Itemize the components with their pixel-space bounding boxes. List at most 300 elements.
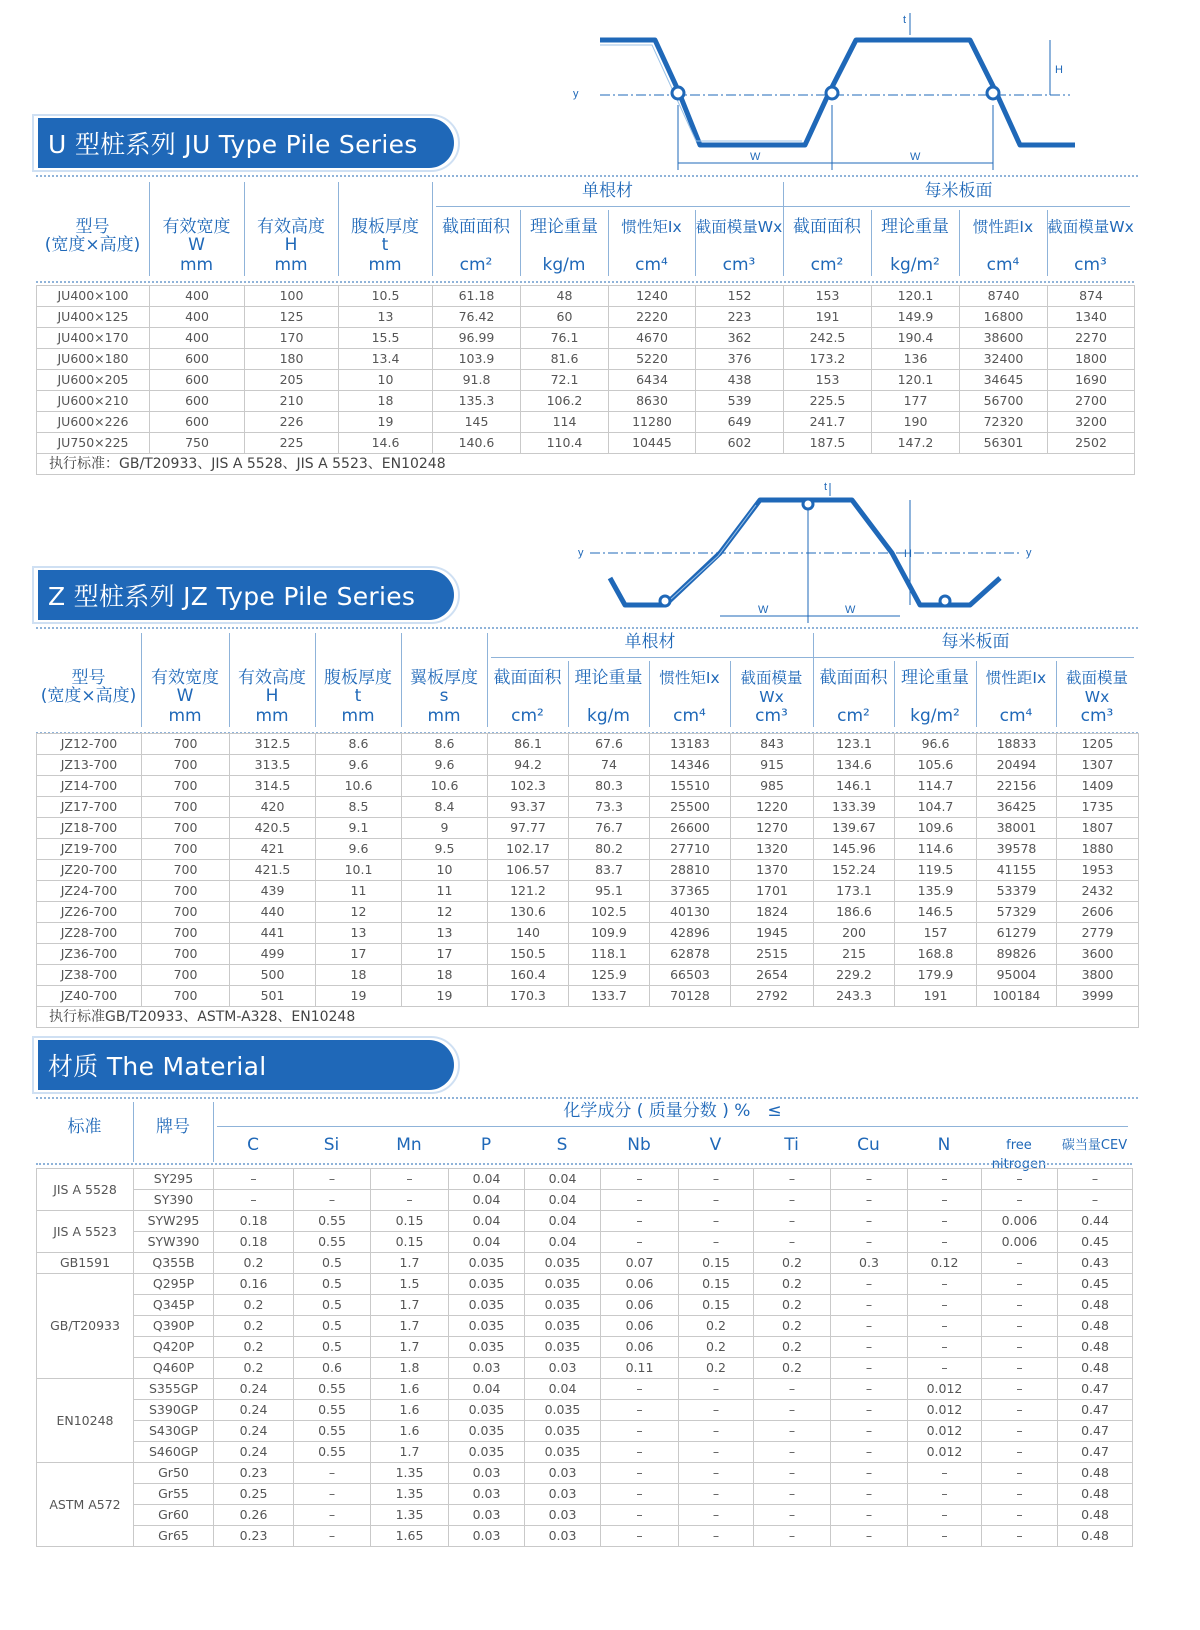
material-standard-cell: GB/T20933	[37, 1274, 134, 1379]
jz-value-cell: 985	[731, 776, 814, 797]
ju-value-cell: 10.5	[339, 286, 433, 307]
material-value-cell: 0.48	[1058, 1484, 1133, 1505]
material-value-cell: –	[982, 1484, 1058, 1505]
jz-col-unit: mm	[255, 706, 289, 726]
material-value-cell: –	[831, 1169, 908, 1190]
jz-value-cell: 9.6	[316, 755, 402, 776]
jz-value-cell: 12	[402, 902, 488, 923]
material-value-cell: –	[982, 1463, 1058, 1484]
jz-value-cell: 700	[142, 923, 230, 944]
material-value-cell: –	[294, 1190, 371, 1211]
material-value-cell: 0.44	[1058, 1211, 1133, 1232]
jz-value-cell: 26600	[650, 818, 731, 839]
ju-value-cell: 242.5	[784, 328, 872, 349]
jz-group-single: 单根材	[624, 632, 676, 652]
material-top-rule	[36, 1097, 1138, 1099]
material-value-cell: 0.24	[214, 1442, 294, 1463]
material-value-cell: 0.04	[449, 1211, 525, 1232]
jz-value-cell: 1320	[731, 839, 814, 860]
material-value-cell: –	[831, 1211, 908, 1232]
material-value-cell: 0.23	[214, 1526, 294, 1547]
material-standard-header: 标准	[67, 1117, 102, 1137]
jz-value-cell: 3600	[1057, 944, 1139, 965]
jz-value-cell: 135.9	[895, 881, 977, 902]
jz-model-cell: JZ36-700	[37, 944, 142, 965]
material-grade-cell: Q420P	[134, 1337, 214, 1358]
material-value-cell: –	[214, 1190, 294, 1211]
material-value-cell: 0.24	[214, 1421, 294, 1442]
material-value-cell: –	[601, 1190, 679, 1211]
jz-value-cell: 13	[402, 923, 488, 944]
ju-value-cell: 205	[245, 370, 339, 391]
jz-value-cell: 2432	[1057, 881, 1139, 902]
ju-value-cell: 48	[521, 286, 609, 307]
material-value-cell: –	[908, 1211, 982, 1232]
jz-value-cell: 57329	[977, 902, 1057, 923]
ju-value-cell: 13.4	[339, 349, 433, 370]
ju-value-cell: 539	[696, 391, 784, 412]
jz-value-cell: 1735	[1057, 797, 1139, 818]
material-value-cell: 0.03	[525, 1526, 601, 1547]
material-value-cell: –	[371, 1169, 449, 1190]
ju-value-cell: 4670	[609, 328, 696, 349]
jz-value-cell: 420.5	[230, 818, 316, 839]
material-value-cell: 0.04	[449, 1169, 525, 1190]
material-row	[37, 1400, 1133, 1421]
jz-value-cell: 140	[488, 923, 569, 944]
material-value-cell: 0.04	[525, 1232, 601, 1253]
ju-value-cell: 3200	[1048, 412, 1135, 433]
material-value-cell: 0.48	[1058, 1463, 1133, 1484]
ju-value-cell: 18	[339, 391, 433, 412]
jz-value-cell: 700	[142, 860, 230, 881]
jz-col-label: 截面模量Wx	[740, 669, 803, 706]
ju-value-cell: 191	[784, 307, 872, 328]
jz-row	[37, 923, 1139, 944]
jz-value-cell: 66503	[650, 965, 731, 986]
jz-value-cell: 145.96	[814, 839, 895, 860]
ju-col-label: 截面模量Wx	[695, 218, 783, 236]
jz-value-cell: 152.24	[814, 860, 895, 881]
material-value-cell: –	[679, 1169, 754, 1190]
jz-value-cell: 421	[230, 839, 316, 860]
jz-row	[37, 986, 1139, 1007]
material-value-cell: 0.2	[679, 1316, 754, 1337]
material-value-cell: –	[982, 1253, 1058, 1274]
ju-diagram-w2-label: W	[910, 151, 921, 163]
material-value-cell: 0.006	[982, 1232, 1058, 1253]
ju-value-cell: 600	[150, 391, 245, 412]
material-row	[37, 1190, 1133, 1211]
jz-value-cell: 2515	[731, 944, 814, 965]
material-value-cell: –	[679, 1505, 754, 1526]
material-value-cell: 0.16	[214, 1274, 294, 1295]
ju-value-cell: 120.1	[872, 370, 960, 391]
material-value-cell: –	[908, 1526, 982, 1547]
ju-col-label: 理论重量	[530, 217, 598, 237]
jz-row	[37, 965, 1139, 986]
jz-col-symbol: t	[354, 686, 362, 706]
material-value-cell: –	[601, 1526, 679, 1547]
material-value-cell: 0.55	[294, 1379, 371, 1400]
material-element-header: Mn	[396, 1135, 422, 1155]
jz-value-cell: 53379	[977, 881, 1057, 902]
material-row	[37, 1358, 1133, 1379]
material-value-cell: 0.48	[1058, 1526, 1133, 1547]
ju-value-cell: 362	[696, 328, 784, 349]
material-value-cell: 0.012	[908, 1442, 982, 1463]
jz-value-cell: 19	[316, 986, 402, 1007]
material-value-cell: 0.012	[908, 1379, 982, 1400]
jz-value-cell: 18833	[977, 734, 1057, 755]
material-value-cell: –	[982, 1295, 1058, 1316]
ju-value-cell: 173.2	[784, 349, 872, 370]
ju-diagram-y-label: y	[573, 88, 579, 100]
material-value-cell: –	[982, 1442, 1058, 1463]
ju-value-cell: 2270	[1048, 328, 1135, 349]
material-value-cell: –	[601, 1211, 679, 1232]
jz-value-cell: 133.7	[569, 986, 650, 1007]
ju-value-cell: 153	[784, 370, 872, 391]
material-element-header: P	[480, 1135, 492, 1155]
ju-value-cell: 136	[872, 349, 960, 370]
material-element-header: Cu	[857, 1135, 880, 1155]
jz-value-cell: 9.6	[316, 839, 402, 860]
material-value-cell: 0.55	[294, 1421, 371, 1442]
jz-value-cell: 499	[230, 944, 316, 965]
jz-value-cell: 1370	[731, 860, 814, 881]
jz-value-cell: 3800	[1057, 965, 1139, 986]
ju-value-cell: 6434	[609, 370, 696, 391]
material-row	[37, 1421, 1133, 1442]
material-value-cell: 0.2	[754, 1295, 831, 1316]
material-row	[37, 1295, 1133, 1316]
jz-value-cell: 109.6	[895, 818, 977, 839]
material-value-cell: –	[908, 1505, 982, 1526]
jz-value-cell: 93.37	[488, 797, 569, 818]
ju-value-cell: 72320	[960, 412, 1048, 433]
ju-value-cell: 190.4	[872, 328, 960, 349]
material-value-cell: 0.035	[525, 1400, 601, 1421]
ju-col-label: 惯性距Ix	[972, 218, 1034, 236]
ju-value-cell: 225.5	[784, 391, 872, 412]
jz-col-symbol: W	[176, 686, 194, 706]
jz-value-cell: 421.5	[230, 860, 316, 881]
material-element-header: Nb	[627, 1135, 651, 1155]
jz-row	[37, 881, 1139, 902]
material-value-cell: 0.48	[1058, 1505, 1133, 1526]
ju-col-label: 有效高度	[257, 217, 325, 237]
material-value-cell: –	[831, 1358, 908, 1379]
material-value-cell: –	[1058, 1190, 1133, 1211]
ju-value-cell: 223	[696, 307, 784, 328]
jz-model-cell: JZ13-700	[37, 755, 142, 776]
ju-header-bottom-rule	[36, 281, 1134, 283]
jz-col-unit: cm⁴	[999, 706, 1033, 726]
material-value-cell: 0.035	[449, 1442, 525, 1463]
jz-value-cell: 22156	[977, 776, 1057, 797]
material-value-cell: 0.035	[449, 1316, 525, 1337]
material-value-cell: 0.03	[525, 1358, 601, 1379]
material-value-cell: –	[754, 1421, 831, 1442]
jz-value-cell: 191	[895, 986, 977, 1007]
jz-value-cell: 134.6	[814, 755, 895, 776]
ju-col-unit: cm⁴	[635, 255, 668, 275]
jz-value-cell: 119.5	[895, 860, 977, 881]
ju-row	[37, 349, 1135, 370]
ju-value-cell: 2502	[1048, 433, 1135, 454]
ju-value-cell: 106.2	[521, 391, 609, 412]
jz-value-cell: 229.2	[814, 965, 895, 986]
material-value-cell: –	[601, 1442, 679, 1463]
material-value-cell: 0.43	[1058, 1253, 1133, 1274]
jz-value-cell: 102.5	[569, 902, 650, 923]
jz-value-cell: 105.6	[895, 755, 977, 776]
jz-value-cell: 109.9	[569, 923, 650, 944]
jz-value-cell: 1270	[731, 818, 814, 839]
ju-value-cell: 153	[784, 286, 872, 307]
jz-value-cell: 1880	[1057, 839, 1139, 860]
material-value-cell: 0.55	[294, 1400, 371, 1421]
jz-value-cell: 114.7	[895, 776, 977, 797]
material-value-cell: –	[601, 1169, 679, 1190]
material-value-cell: –	[831, 1232, 908, 1253]
jz-value-cell: 700	[142, 944, 230, 965]
jz-profile-diagram	[570, 478, 1050, 623]
jz-row	[37, 839, 1139, 860]
jz-value-cell: 8.6	[402, 734, 488, 755]
jz-value-cell: 1807	[1057, 818, 1139, 839]
jz-col-unit: cm³	[1080, 706, 1114, 726]
material-value-cell: 0.03	[449, 1484, 525, 1505]
ju-col-label: 型号	[75, 217, 110, 237]
ju-value-cell: 1240	[609, 286, 696, 307]
material-value-cell: 0.15	[371, 1211, 449, 1232]
material-value-cell: –	[908, 1337, 982, 1358]
ju-col-unit: cm²	[810, 255, 844, 275]
jz-value-cell: 37365	[650, 881, 731, 902]
ju-value-cell: 145	[433, 412, 521, 433]
jz-value-cell: 73.3	[569, 797, 650, 818]
jz-col-symbol: (宽度×高度)	[40, 686, 137, 706]
ju-value-cell: 2700	[1048, 391, 1135, 412]
material-value-cell: –	[908, 1274, 982, 1295]
material-value-cell: –	[831, 1337, 908, 1358]
ju-row	[37, 370, 1135, 391]
material-value-cell: –	[754, 1505, 831, 1526]
jz-value-cell: 2792	[731, 986, 814, 1007]
jz-col-label: 有效宽度	[151, 668, 219, 688]
jz-col-label: 理论重量	[574, 668, 643, 688]
ju-value-cell: 91.8	[433, 370, 521, 391]
material-value-cell: 0.03	[449, 1505, 525, 1526]
ju-col-unit: cm³	[1074, 255, 1107, 275]
ju-value-cell: 600	[150, 349, 245, 370]
material-value-cell: 0.035	[525, 1316, 601, 1337]
ju-col-symbol: t	[381, 235, 389, 255]
jz-value-cell: 100184	[977, 986, 1057, 1007]
ju-profile-diagram	[570, 5, 1090, 180]
material-grade-cell: Q390P	[134, 1316, 214, 1337]
jz-value-cell: 41155	[977, 860, 1057, 881]
material-value-cell: –	[831, 1400, 908, 1421]
material-value-cell: 1.35	[371, 1463, 449, 1484]
material-row	[37, 1211, 1133, 1232]
jz-value-cell: 215	[814, 944, 895, 965]
jz-value-cell: 312.5	[230, 734, 316, 755]
material-value-cell: 0.04	[525, 1211, 601, 1232]
jz-value-cell: 700	[142, 776, 230, 797]
ju-value-cell: 96.99	[433, 328, 521, 349]
ju-group-meter: 每米板面	[924, 181, 993, 201]
material-row	[37, 1337, 1133, 1358]
material-value-cell: 0.45	[1058, 1232, 1133, 1253]
jz-value-cell: 118.1	[569, 944, 650, 965]
material-value-cell: –	[982, 1274, 1058, 1295]
material-value-cell: 1.6	[371, 1421, 449, 1442]
material-value-cell: 0.2	[754, 1358, 831, 1379]
material-value-cell: 0.04	[525, 1169, 601, 1190]
material-value-cell: 0.035	[449, 1295, 525, 1316]
jz-value-cell: 8.5	[316, 797, 402, 818]
material-value-cell: –	[1058, 1169, 1133, 1190]
jz-value-cell: 146.5	[895, 902, 977, 923]
ju-col-label: 截面面积	[793, 217, 861, 237]
material-value-cell: 0.2	[214, 1253, 294, 1274]
jz-col-unit: kg/m²	[910, 706, 960, 726]
jz-value-cell: 97.77	[488, 818, 569, 839]
jz-col-label: 有效高度	[238, 668, 306, 688]
ju-value-cell: 34645	[960, 370, 1048, 391]
material-value-cell: –	[294, 1169, 371, 1190]
ju-value-cell: 1340	[1048, 307, 1135, 328]
ju-row	[37, 433, 1135, 454]
jz-value-cell: 74	[569, 755, 650, 776]
jz-col-label: 惯性距Ix	[985, 669, 1047, 687]
material-value-cell: –	[831, 1316, 908, 1337]
material-element-header: Si	[323, 1135, 340, 1155]
material-value-cell: 0.2	[214, 1316, 294, 1337]
ju-value-cell: 61.18	[433, 286, 521, 307]
ju-row	[37, 286, 1135, 307]
material-row	[37, 1169, 1133, 1190]
ju-top-rule	[36, 175, 1138, 177]
ju-col-symbol: (宽度×高度)	[44, 235, 141, 255]
jz-row	[37, 797, 1139, 818]
jz-value-cell: 441	[230, 923, 316, 944]
material-value-cell: 0.47	[1058, 1421, 1133, 1442]
jz-value-cell: 700	[142, 986, 230, 1007]
material-value-cell: 0.035	[449, 1253, 525, 1274]
jz-value-cell: 106.57	[488, 860, 569, 881]
jz-col-symbol: H	[265, 686, 279, 706]
ju-value-cell: 438	[696, 370, 784, 391]
ju-col-label: 腹板厚度	[351, 217, 419, 237]
ju-value-cell: 190	[872, 412, 960, 433]
jz-value-cell: 9.1	[316, 818, 402, 839]
material-value-cell: –	[908, 1190, 982, 1211]
material-row	[37, 1253, 1133, 1274]
jz-top-rule	[36, 627, 1138, 629]
material-value-cell: 1.6	[371, 1400, 449, 1421]
jz-value-cell: 13	[316, 923, 402, 944]
material-value-cell: 0.2	[754, 1316, 831, 1337]
material-value-cell: 0.23	[214, 1463, 294, 1484]
material-value-cell: –	[982, 1169, 1058, 1190]
ju-col-symbol: H	[284, 235, 298, 255]
material-grade-cell: Q295P	[134, 1274, 214, 1295]
material-value-cell: 0.5	[294, 1253, 371, 1274]
ju-row	[37, 307, 1135, 328]
material-value-cell: –	[831, 1274, 908, 1295]
material-row	[37, 1463, 1133, 1484]
jz-value-cell: 80.3	[569, 776, 650, 797]
jz-value-cell: 8.6	[316, 734, 402, 755]
ju-value-cell: 76.42	[433, 307, 521, 328]
material-value-cell: –	[908, 1295, 982, 1316]
ju-model-cell: JU600×210	[37, 391, 150, 412]
ju-col-unit: mm	[368, 255, 402, 275]
ju-value-cell: 1690	[1048, 370, 1135, 391]
material-value-cell: 1.5	[371, 1274, 449, 1295]
jz-value-cell: 27710	[650, 839, 731, 860]
ju-row	[37, 391, 1135, 412]
jz-value-cell: 83.7	[569, 860, 650, 881]
material-row	[37, 1505, 1133, 1526]
material-value-cell: 1.7	[371, 1442, 449, 1463]
jz-table	[36, 733, 1139, 1028]
material-value-cell: 0.03	[525, 1463, 601, 1484]
material-value-cell: 0.06	[601, 1274, 679, 1295]
jz-model-cell: JZ20-700	[37, 860, 142, 881]
jz-diagram-y2-label: y	[1026, 547, 1032, 559]
ju-value-cell: 11280	[609, 412, 696, 433]
jz-value-cell: 915	[731, 755, 814, 776]
material-value-cell: –	[754, 1169, 831, 1190]
material-value-cell: 0.04	[525, 1190, 601, 1211]
jz-value-cell: 2606	[1057, 902, 1139, 923]
material-value-cell: 0.55	[294, 1232, 371, 1253]
jz-value-cell: 168.8	[895, 944, 977, 965]
material-value-cell: –	[294, 1484, 371, 1505]
material-grade-cell: Gr60	[134, 1505, 214, 1526]
material-grade-cell: Q460P	[134, 1358, 214, 1379]
jz-value-cell: 139.67	[814, 818, 895, 839]
jz-value-cell: 10.6	[402, 776, 488, 797]
jz-model-cell: JZ17-700	[37, 797, 142, 818]
material-value-cell: 0.24	[214, 1400, 294, 1421]
ju-value-cell: 56700	[960, 391, 1048, 412]
material-value-cell: –	[908, 1169, 982, 1190]
jz-value-cell: 146.1	[814, 776, 895, 797]
material-value-cell: 0.035	[525, 1442, 601, 1463]
jz-model-cell: JZ19-700	[37, 839, 142, 860]
material-standard-cell: ASTM A572	[37, 1463, 134, 1547]
ju-value-cell: 100	[245, 286, 339, 307]
jz-col-unit: cm²	[837, 706, 870, 726]
ju-value-cell: 32400	[960, 349, 1048, 370]
material-value-cell: –	[679, 1463, 754, 1484]
jz-col-unit: cm²	[511, 706, 544, 726]
jz-value-cell: 500	[230, 965, 316, 986]
jz-value-cell: 13183	[650, 734, 731, 755]
jz-value-cell: 133.39	[814, 797, 895, 818]
material-value-cell: 0.47	[1058, 1400, 1133, 1421]
jz-col-label: 截面模量Wx	[1065, 669, 1128, 706]
material-value-cell: 1.7	[371, 1337, 449, 1358]
jz-value-cell: 8.4	[402, 797, 488, 818]
material-value-cell: –	[679, 1211, 754, 1232]
